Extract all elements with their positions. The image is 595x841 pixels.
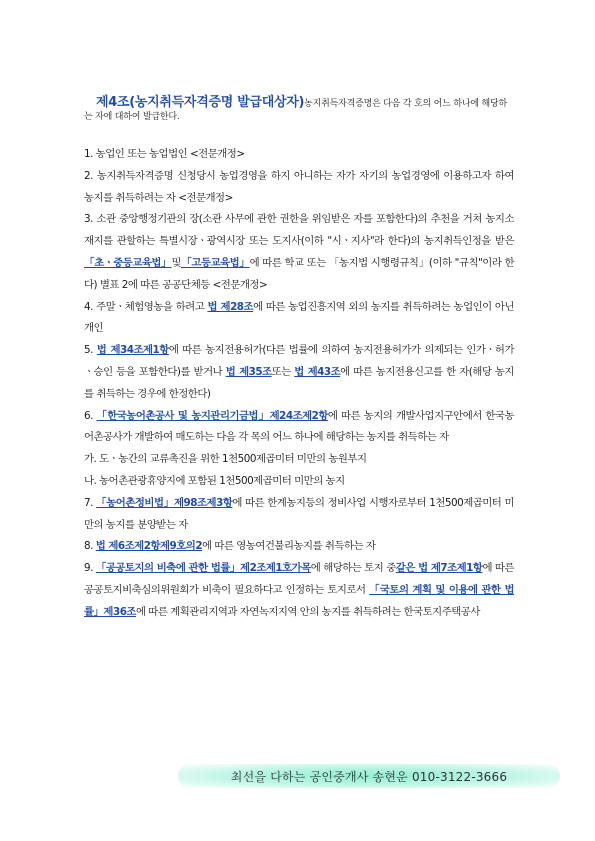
article-item <box>84 406 514 450</box>
item-text: 7. <box>84 496 97 509</box>
item-text: 가. 도ㆍ농간의 교류촉진을 위한 1천500제곱미터 미만의 농원부지 <box>84 453 367 466</box>
item-text: 에 따른 영농여건불리농지를 취득하는 자 <box>202 540 376 553</box>
article-item <box>84 209 514 296</box>
article-heading <box>84 96 514 124</box>
item-text: 8. <box>84 540 96 553</box>
article-item <box>84 493 514 537</box>
article-item <box>84 166 514 210</box>
item-text: 9. <box>84 562 96 575</box>
law-reference-link[interactable]: 법 제28조 <box>207 300 254 313</box>
item-text: 나. 농어촌관광휴양지에 포함된 1천500제곱미터 미만의 농지 <box>84 474 345 487</box>
item-text: 에 따른 계획관리지역과 자연녹지지역 안의 농지를 취득하려는 한국토지주택공사 <box>135 605 480 618</box>
item-text: 에 따른 농지전용허가(다른 법률에 의하여 농지전용허가가 의제되는 인가ㆍ허가ㆍ승인 등을 포함한다)를 받거나 <box>84 344 515 378</box>
article-items <box>84 144 514 624</box>
law-reference-link[interactable]: 법 제34조제1항 <box>96 344 169 357</box>
law-reference-link[interactable]: 법 제43조 <box>294 365 341 378</box>
item-text: 에 따른 농지의 개발사업지구안에서 한국농어촌공사가 개발하여 매도하는 다음 각 목의 어느 하나에 해당하는 농지를 취득하는 자 <box>84 409 514 444</box>
article-item <box>84 558 514 623</box>
law-reference-link[interactable]: 법 제6조제2항제9호의2 <box>95 540 203 553</box>
article-item <box>84 297 514 341</box>
item-text: 3. 소관 중앙행정기관의 장(소관 사무에 관한 권한을 위임받은 자를 포함한다)의 추천을 거쳐 농지소재지를 관할하는 특별시장ㆍ광역시장 또는 도지사(이하 "시ㆍ지사"라 한다)의 농지취득인정을 받은 <box>84 213 514 248</box>
item-text: 및 <box>171 256 181 269</box>
document-body <box>84 96 514 624</box>
law-reference-link[interactable]: 「한국농어촌공사 및 농지관리기금법」제24조제2항 <box>96 409 328 422</box>
item-text: 6. <box>84 409 97 422</box>
article-item <box>84 340 514 405</box>
item-text: 에 따른 공공토지비축심의위원회가 비축이 필요하다고 인정하는 토지로서 <box>84 562 514 596</box>
item-text: 2. 농지취득자격증명 신청당시 농업경영을 하지 아니하는 자가 자기의 농업경영에 이용하고자 하여 농지를 취득하려는 자 <전문개정> <box>84 169 514 204</box>
law-reference-link[interactable]: 법 제35조 <box>225 365 272 378</box>
item-text: 1. 농업인 또는 농업법인 <전문개정> <box>84 148 245 160</box>
law-reference-link[interactable]: 「농어촌정비법」제98조제3항 <box>96 496 233 509</box>
law-reference-link[interactable]: 「고등교육법」 <box>181 256 250 269</box>
article-item <box>84 449 514 471</box>
footer-contact-text: 최선을 다하는 공인중개사 송현운 010-3122-3666 <box>230 769 508 784</box>
footer-banner <box>178 764 560 788</box>
item-text: 또는 <box>271 365 295 378</box>
article-title: 제4조(농지취득자격증명 발급대상자) <box>96 95 305 110</box>
article-intro: 농지취득자격증명은 다음 각 호의 어느 하나에 해당하는 자에 대하여 발급한다. <box>84 99 507 122</box>
item-text: 4. 주말ㆍ체험영농을 하려고 <box>84 300 208 313</box>
item-text: 에 해당하는 토지 중 <box>310 562 396 575</box>
law-reference-link[interactable]: 「초ㆍ중등교육법」 <box>84 256 172 269</box>
law-reference-link[interactable]: 「공공토지의 비축에 관한 법률」제2조제1호가목 <box>95 562 311 575</box>
article-item <box>84 471 514 493</box>
item-text: 5. <box>84 344 97 357</box>
item-text: 에 따른 농업진흥지역 외의 농지를 취득하려는 농업인이 아닌 개인 <box>84 300 514 335</box>
item-text: 에 따른 학교 또는 「농지법 시행령규칙」(이하 "규칙"이라 한다) 별표 2에 따른 공공단체등 <전문개정> <box>84 256 515 291</box>
item-text: 에 따른 농지전용신고를 한 자(해당 농지를 취득하는 경우에 한정한다) <box>84 365 514 400</box>
item-text: 에 따른 한계농지등의 정비사업 시행자로부터 1천500제곱미터 미만의 농지를 분양받는 자 <box>84 496 515 531</box>
law-reference-link[interactable]: 같은 법 제7조제1항 <box>395 562 483 575</box>
law-reference-link[interactable]: 「국토의 계획 및 이용에 관한 법률」제36조 <box>84 583 514 618</box>
article-item <box>84 536 514 558</box>
article-item <box>84 144 514 166</box>
